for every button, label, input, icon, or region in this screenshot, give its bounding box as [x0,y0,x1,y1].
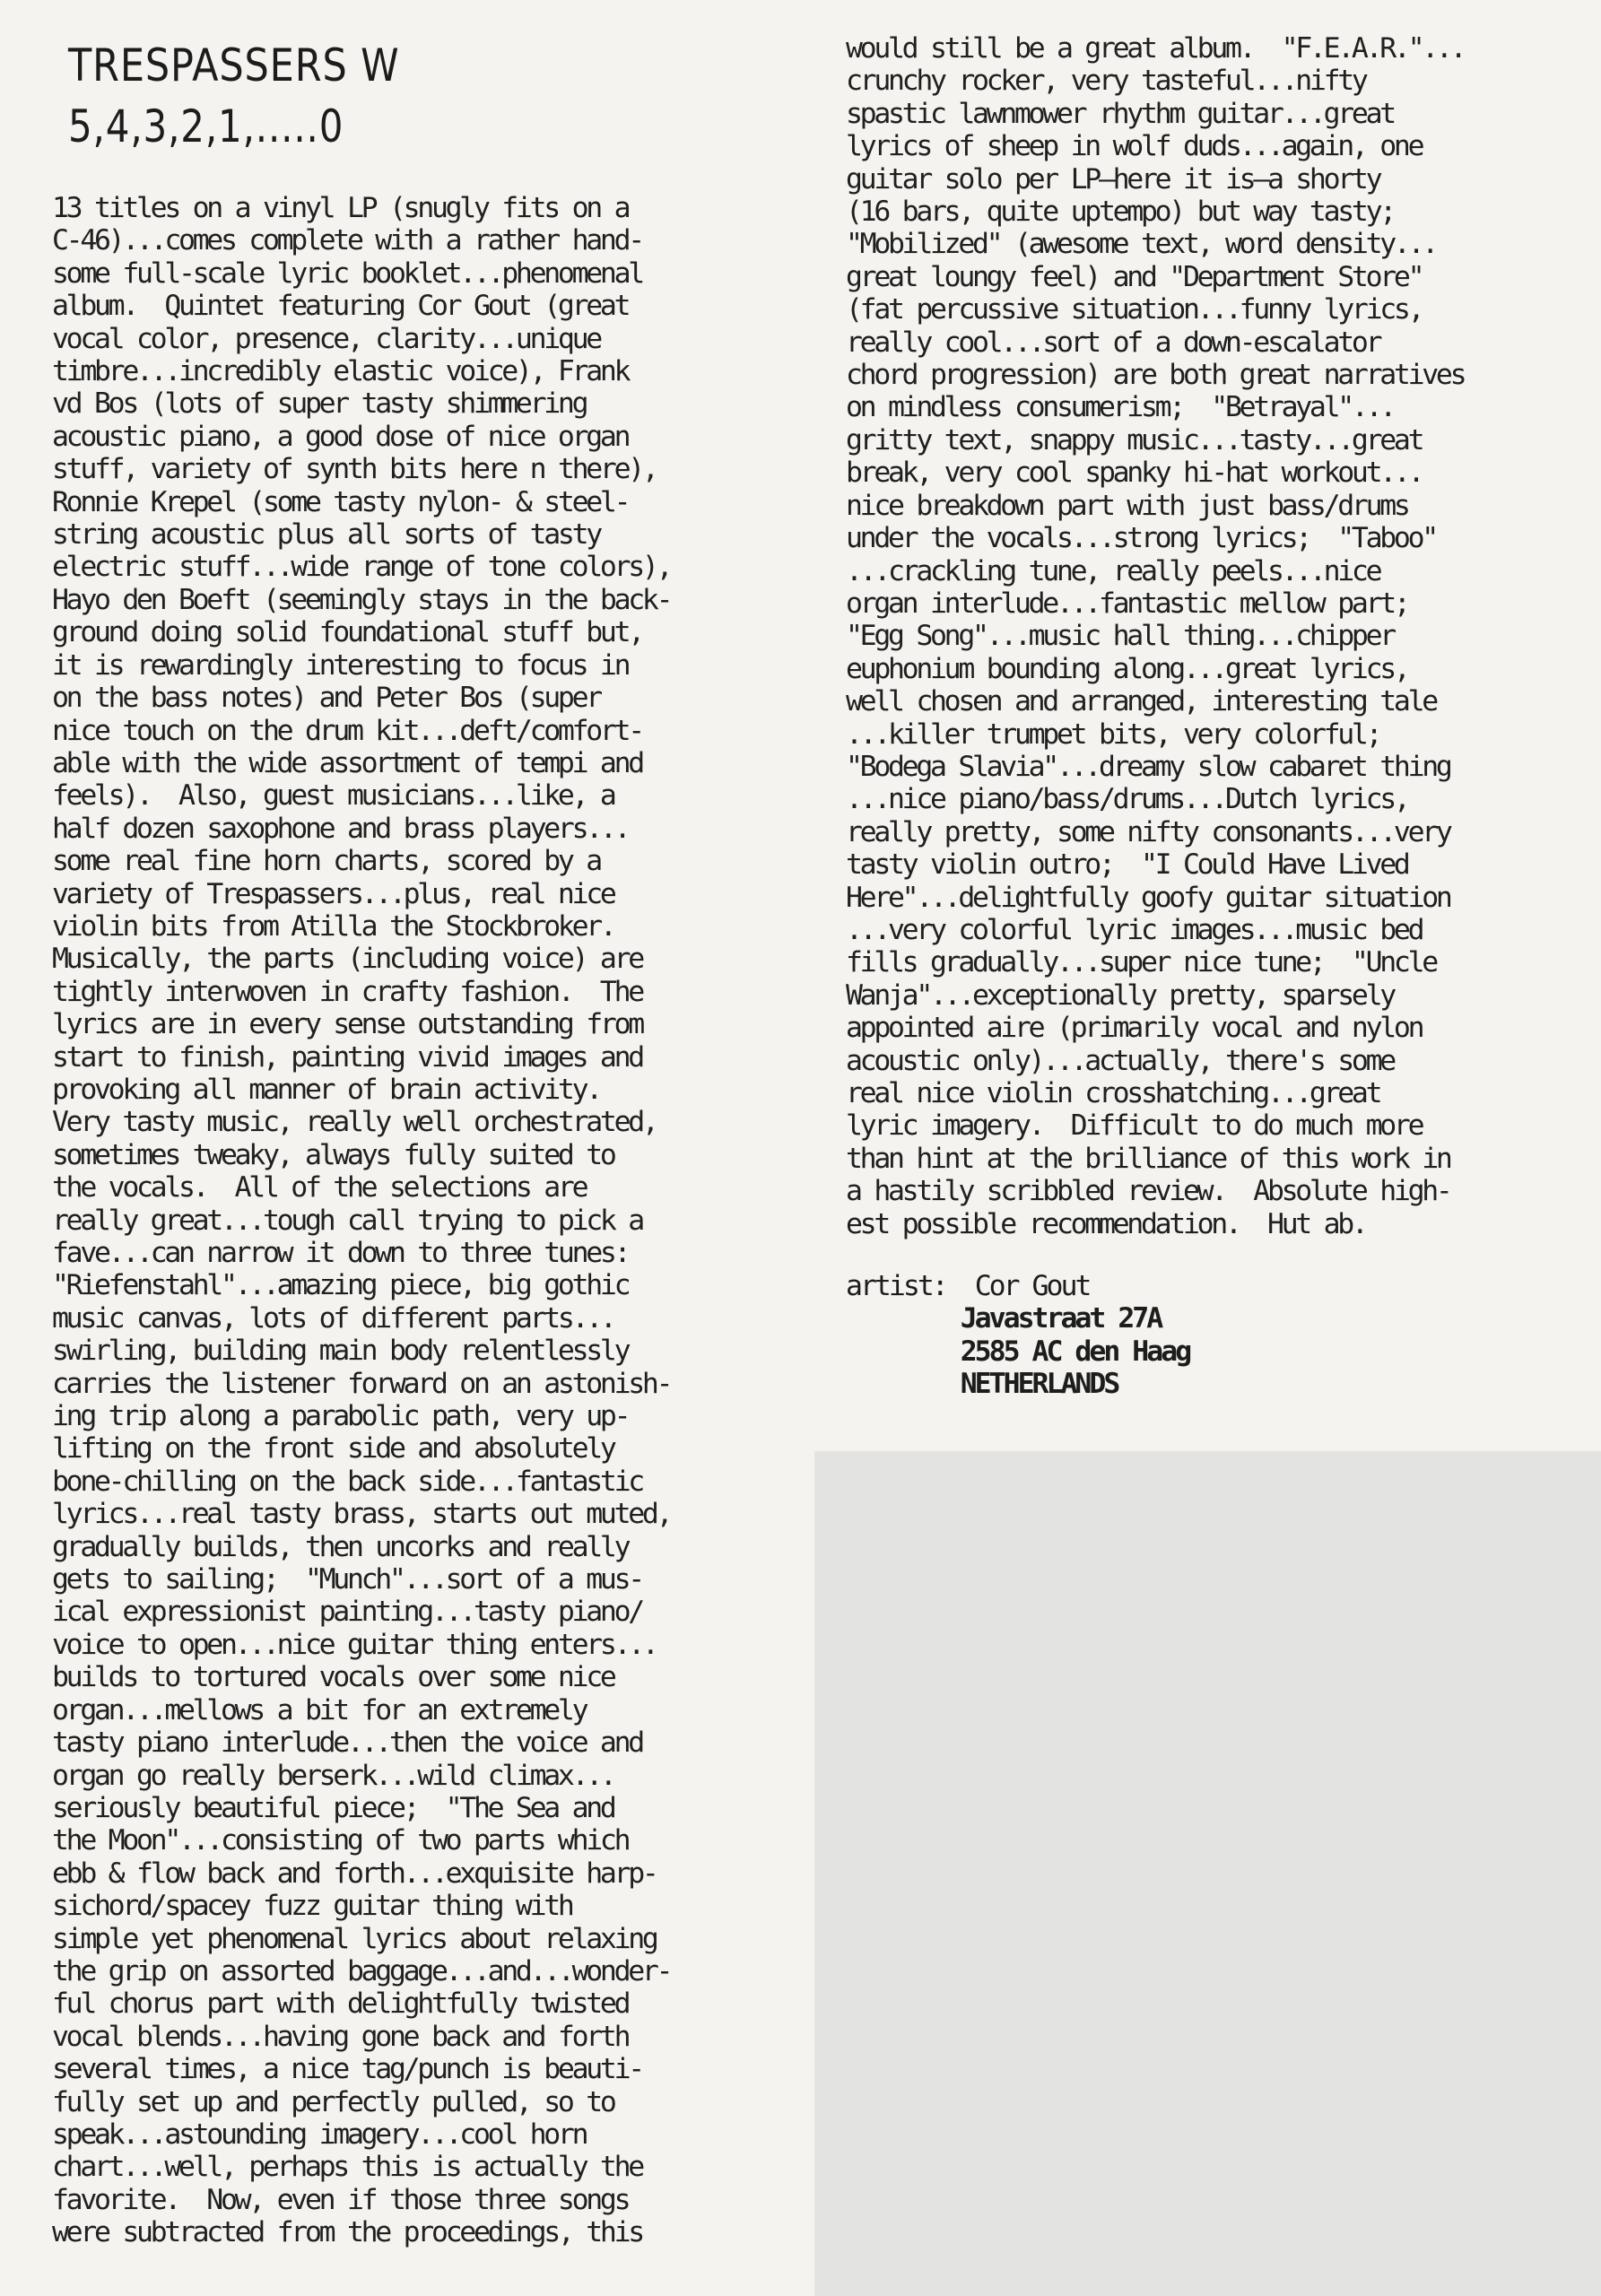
body-text-line: appointed aire (primarily vocal and nylon [846,1012,1423,1045]
body-text-line: ebb & flow back and forth...exquisite harp- [52,1857,657,1890]
body-text-line: gritty text, snappy music...tasty...great [846,423,1423,457]
body-text-line: lifting on the front side and absolutely [52,1432,614,1465]
body-text-line: vd Bos (lots of super tasty shimmering [52,387,587,421]
body-text-line: Very tasty music, really well orchestrated, [52,1106,657,1139]
artist-contact-block [846,1270,1189,1401]
body-text-line: fills gradually...super nice tune; "Uncle [846,946,1436,979]
review-body-right-column [846,32,1464,1240]
body-text-line: ing trip along a parabolic path, very up- [52,1400,629,1433]
body-text-line: "Riefenstahl"...amazing piece, big gothic [52,1269,629,1302]
body-text-line: start to finish, painting vivid images and [52,1040,642,1074]
body-text-line: bone-chilling on the back side...fantastic [52,1465,642,1498]
body-text-line: lyrics are in every sense outstanding from [52,1008,642,1041]
body-text-line: ...nice piano/bass/drums...Dutch lyrics, [846,783,1408,816]
body-text-line: string acoustic plus all sorts of tasty [52,518,600,552]
body-text-line: really cool...sort of a down-escalator [846,326,1380,359]
body-text-line: acoustic piano, a good dose of nice organ [52,420,629,453]
body-text-line: vocal blends...having gone back and forth [52,2020,629,2053]
body-text-line: guitar solo per LP—here it is—a shorty [846,162,1380,196]
body-text-line: really pretty, some nifty consonants...very [846,815,1450,848]
album-title-heading: 5,4,3,2,1,.....0 [68,100,344,152]
body-text-line: feels). Also, guest musicians...like, a [52,779,614,813]
body-text-line: several times, a nice tag/punch is beauti- [52,2053,642,2086]
review-body-left-column [52,192,670,2249]
body-text-line: swirling, building main body relentlessly [52,1335,629,1368]
body-text-line: real nice violin crosshatching...great [846,1077,1380,1109]
body-text-line: ful chorus part with delightfully twisted [52,1987,629,2021]
body-text-line: lyrics...real tasty brass, starts out muted, [52,1498,671,1531]
body-text-line: would still be a great album. "F.E.A.R."... [846,32,1465,65]
body-text-line: variety of Trespassers...plus, real nice [52,877,614,910]
body-text-line: Ronnie Krepel (some tasty nylon- & steel- [52,485,629,518]
body-text-line: est possible recommendation. Hut ab. [846,1207,1366,1240]
body-text-line: it is rewardingly interesting to focus in [52,648,629,682]
body-text-line: music canvas, lots of different parts... [52,1301,614,1335]
body-text-line: really great...tough call trying to pick a [52,1204,642,1237]
body-text-line: some full-scale lyric booklet...phenomenal [52,257,642,290]
body-text-line: the Moon"...consisting of two parts which [52,1824,629,1857]
body-text-line: organ interlude...fantastic mellow part; [846,587,1408,620]
body-text-line: lyrics of sheep in wolf duds...again, one [846,130,1423,163]
body-text-line: tasty piano interlude...then the voice and [52,1726,642,1760]
body-text-line: C-46)...comes complete with a rather hand- [52,224,642,257]
body-text-line: "Mobilized" (awesome text, word density... [846,228,1436,261]
body-text-line: chord progression) are both great narratives [846,359,1465,392]
body-text-line: gets to sailing; "Munch"...sort of a mus- [52,1563,642,1596]
body-text-line: timbre...incredibly elastic voice), Frank [52,355,629,388]
body-text-line: on the bass notes) and Peter Bos (super [52,682,600,715]
body-text-line: sichord/spacey fuzz guitar thing with [52,1890,572,1923]
band-name-heading: TRESPASSERS W [68,39,400,91]
body-text-line: album. Quintet featuring Cor Gout (great [52,290,629,323]
body-text-line: stuff, variety of synth bits here n there), [52,453,657,486]
body-text-line: provoking all manner of brain activity. [52,1073,600,1106]
body-text-line: great loungy feel) and "Department Store" [846,260,1423,293]
body-text-line: sometimes tweaky, always fully suited to [52,1138,614,1171]
body-text-line: nice breakdown part with just bass/drums [846,489,1408,522]
body-text-line: electric stuff...wide range of tone colors), [52,551,671,584]
body-text-line: acoustic only)...actually, there's some [846,1044,1394,1077]
contact-label: artist: [846,1270,946,1302]
body-text-line: some real fine horn charts, scored by a [52,845,600,878]
contact-country: NETHERLANDS [960,1368,1118,1401]
body-text-line: ground doing solid foundational stuff but, [52,616,642,649]
body-text-line: ...killer trumpet bits, very colorful; [846,718,1380,751]
body-text-line: voice to open...nice guitar thing enters... [52,1628,657,1661]
body-text-line: gradually builds, then uncorks and really [52,1530,629,1563]
body-text-line: Here"...delightfully goofy guitar situation [846,881,1450,914]
body-text-line: fave...can narrow it down to three tunes: [52,1237,629,1269]
body-text-line: ical expressionist painting...tasty piano/ [52,1596,642,1629]
body-text-line: builds to tortured vocals over some nice [52,1661,614,1694]
body-text-line: seriously beautiful piece; "The Sea and [52,1791,614,1824]
body-text-line: euphonium bounding along...great lyrics, [846,652,1408,685]
body-text-line: the grip on assorted baggage...and...wonder- [52,1954,671,1987]
contact-street: Javastraat 27A [960,1302,1162,1335]
body-text-line: (fat percussive situation...funny lyrics, [846,293,1423,326]
body-text-line: simple yet phenomenal lyrics about relaxing [52,1922,657,1955]
body-text-line: Musically, the parts (including voice) are [52,943,642,976]
body-text-line: speak...astounding imagery...cool horn [52,2118,587,2151]
body-text-line: break, very cool spanky hi-hat workout... [846,457,1423,490]
body-text-line: than hint at the brilliance of this work in [846,1142,1450,1175]
body-text-line: a hastily scribbled review. Absolute high- [846,1175,1450,1208]
body-text-line: tightly interwoven in crafty fashion. The [52,975,642,1008]
body-text-line: were subtracted from the proceedings, this [52,2216,642,2249]
body-text-line: the vocals. All of the selections are [52,1171,587,1205]
body-text-line: Hayo den Boeft (seemingly stays in the back- [52,583,671,616]
body-text-line: on mindless consumerism; "Betrayal"... [846,391,1394,424]
contact-city: 2585 AC den Haag [960,1335,1190,1368]
body-text-line: under the vocals...strong lyrics; "Taboo" [846,522,1436,555]
body-text-line: half dozen saxophone and brass players... [52,812,629,845]
body-text-line: ...crackling tune, really peels...nice [846,554,1380,587]
contact-name: Cor Gout [974,1270,1090,1302]
body-text-line: vocal color, presence, clarity...unique [52,322,600,355]
body-text-line: spastic lawnmower rhythm guitar...great [846,97,1394,130]
body-text-line: violin bits from Atilla the Stockbroker. [52,909,614,943]
body-text-line: organ go really berserk...wild climax... [52,1759,614,1792]
body-text-line: well chosen and arranged, interesting tale [846,685,1436,718]
body-text-line: 13 titles on a vinyl LP (snugly fits on a [52,192,629,224]
body-text-line: "Bodega Slavia"...dreamy slow cabaret thing [846,750,1450,783]
body-text-line: carries the listener forward on an astonish- [52,1367,671,1400]
body-text-line: nice touch on the drum kit...deft/comfort- [52,714,642,747]
body-text-line: favorite. Now, even if those three songs [52,2183,629,2216]
body-text-line: (16 bars, quite uptempo) but way tasty; [846,196,1394,229]
body-text-line: "Egg Song"...music hall thing...chipper [846,620,1394,653]
body-text-line: fully set up and perfectly pulled, so to [52,2085,614,2118]
body-text-line: ...very colorful lyric images...music bed [846,913,1423,946]
body-text-line: lyric imagery. Difficult to do much more [846,1109,1423,1143]
body-text-line: able with the wide assortment of tempi and [52,746,642,779]
body-text-line: tasty violin outro; "I Could Have Lived [846,848,1408,882]
body-text-line: organ...mellows a bit for an extremely [52,1693,587,1726]
body-text-line: Wanja"...exceptionally pretty, sparsely [846,978,1394,1012]
body-text-line: chart...well, perhaps this is actually the [52,2151,642,2184]
body-text-line: crunchy rocker, very tasteful...nifty [846,65,1366,98]
